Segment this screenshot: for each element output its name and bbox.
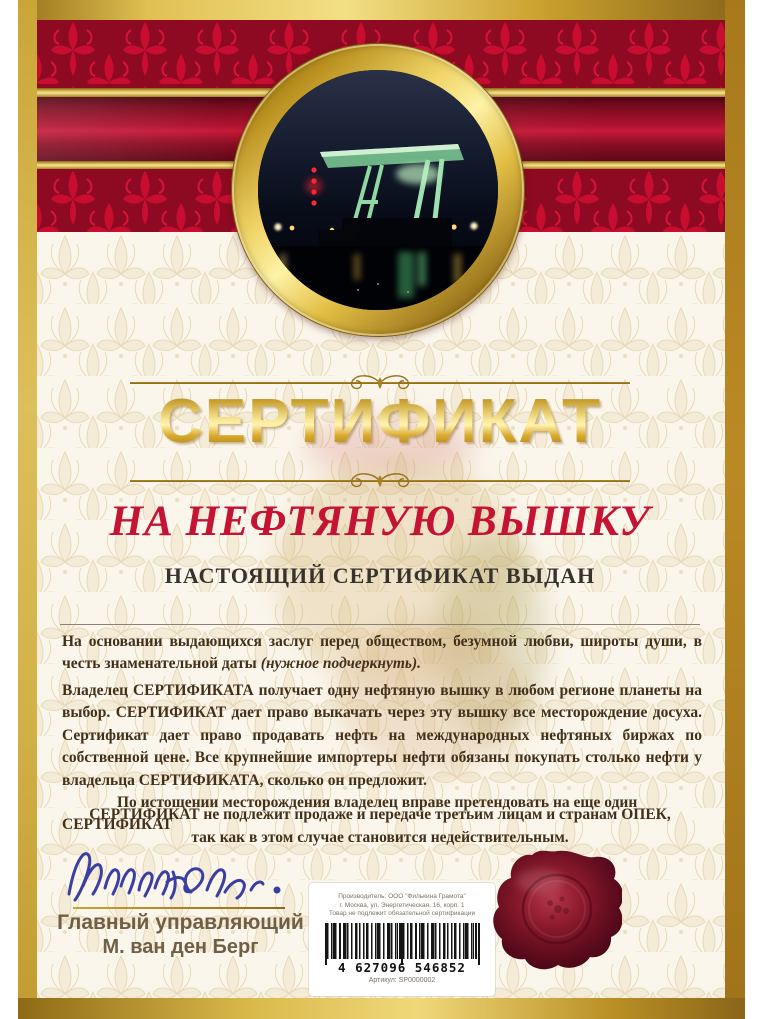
barcode-panel: [309, 883, 495, 996]
frame-bottom-bar: [18, 998, 745, 1019]
signatory-role: Главный управляющий: [57, 911, 304, 934]
scroll-flourish-icon: [338, 470, 422, 492]
frame-top-bar: [18, 0, 745, 20]
producer-line2: г. Москва, ул. Энергетическая, 16, корп. 1: [339, 901, 465, 909]
barcode-guard-bar: [325, 923, 327, 965]
producer-line1: Производитель: ООО "Филькина Грамота": [338, 893, 466, 900]
restriction-line1: СЕРТИФИКАТ не подлежит продаже и передаче третьим лицам и странам ОПЕК,: [89, 806, 671, 823]
grounds-paragraph: [62, 631, 702, 676]
barcode-guard-bar: [401, 923, 403, 965]
issued-heading: НАСТОЯЩИЙ СЕРТИФИКАТ ВЫДАН: [164, 563, 596, 588]
red-wax-seal: [492, 845, 622, 975]
gold-medallion-ring: [232, 44, 524, 336]
signature-underline: [73, 907, 285, 909]
handwritten-signature: [55, 842, 305, 908]
producer-line3: Товар не подлежит обязательной сертификации: [328, 910, 476, 917]
sku-label: Артикул: SP0000002: [368, 977, 436, 984]
grounds-text: На основании выдающихся заслуг перед обществом, безумной любви, широты души, в честь знаменательной даты: [62, 633, 702, 673]
terms-main: Владелец СЕРТИФИКАТА получает одну нефтяную вышку в любом регионе планеты на выбор. СЕРТИФИКАТ дает право выкачать через эту вышку все месторождение досуха. Сертификат дает право продавать нефть на международных нефтяных биржах по собственной цене. Все крупнейшие импортеры нефти обязаны покупать столько нефти у владельца СЕРТИФИКАТА, сколько он предложит.: [62, 682, 702, 789]
barcode-guard-bar: [478, 923, 480, 965]
restriction-line2: так как в этом случае становится недействительным.: [191, 829, 569, 846]
certificate-title: СЕРТИФИКАТ: [0, 386, 760, 457]
terms-addendum: По истощении месторождения владелец вправе претендовать на еще один СЕРТИФИКАТ: [62, 794, 638, 834]
certificate-subtitle: НА НЕФТЯНУЮ ВЫШКУ: [109, 498, 651, 545]
recipient-name-line: [60, 624, 700, 625]
barcode-digits: 4 627096 546852: [338, 960, 466, 975]
grounds-note: (нужное подчеркнуть).: [260, 655, 422, 673]
oil-rig-night-photo: [258, 70, 498, 310]
signatory-name: М. ван ден Берг: [102, 936, 259, 958]
ornament-rule-bottom: [130, 470, 630, 492]
